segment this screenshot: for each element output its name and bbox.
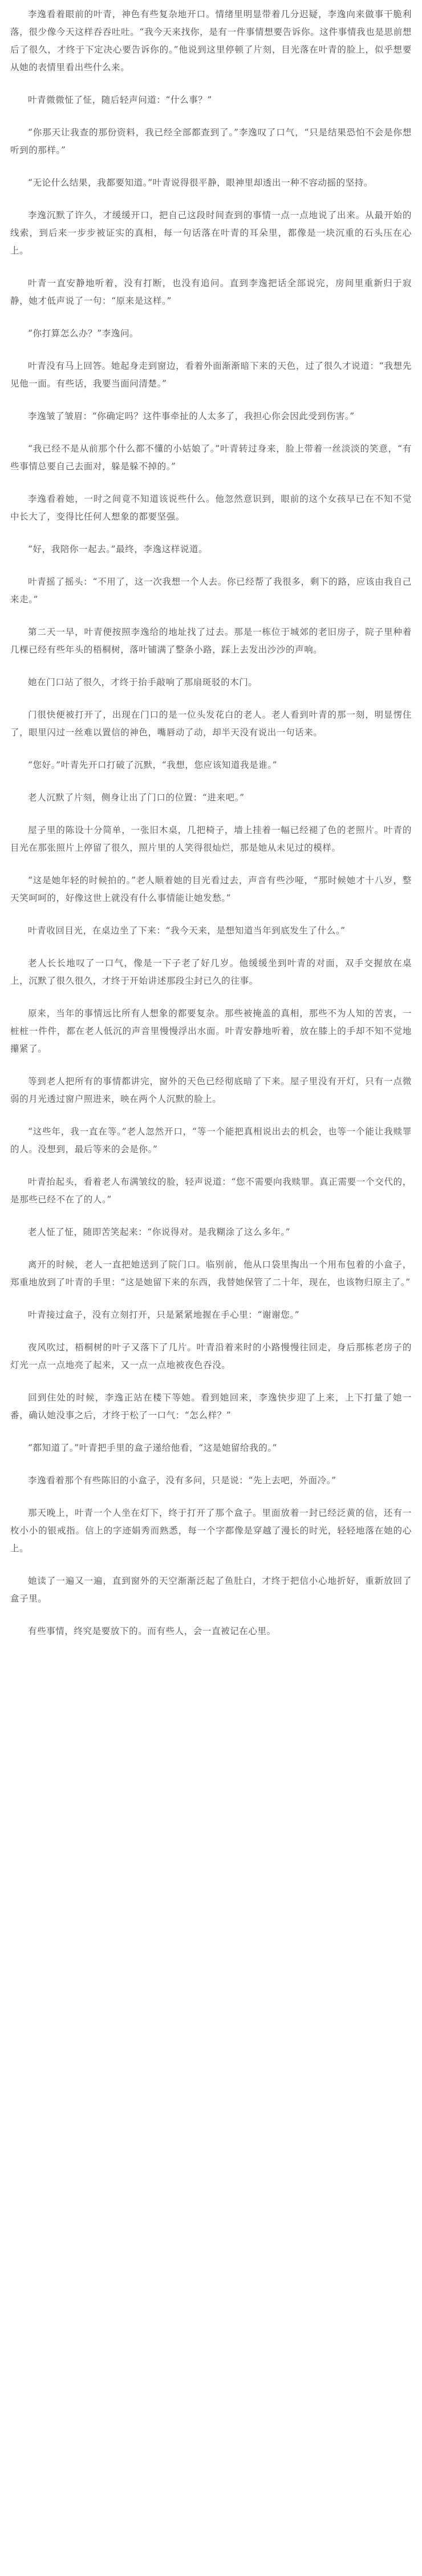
paragraph: 叶青抬起头，看着老人布满皱纹的脸，轻声说道：“您不需要向我赎罪。真正需要一个交代的，是那些已经不在了的人。”	[10, 1177, 412, 1205]
paragraph: 叶青一直安静地听着，没有打断，也没有追问。直到李逸把话全部说完，房间里重新归于寂静，她才低声说了一句：“原来是这样。”	[10, 278, 412, 306]
paragraph: 屋子里的陈设十分简单，一张旧木桌，几把椅子，墙上挂着一幅已经褪了色的老照片。叶青的目光在那张照片上停留了很久，照片里的人笑得很灿烂，那是她从未见过的模样。	[10, 825, 412, 853]
paragraph: “您好。”叶青先开口打破了沉默，“我想，您应该知道我是谁。”	[28, 760, 278, 770]
paragraph: 李逸看着那个有些陈旧的小盒子，没有多问，只是说：“先上去吧，外面冷。”	[28, 1475, 336, 1486]
paragraph: “这些年，我一直在等。”老人忽然开口，“等一个能把真相说出去的机会，也等一个能让我赎罪的人。没想到，最后等来的会是你。”	[10, 1126, 412, 1154]
paragraph: 叶青没有马上回答。她起身走到窗边，看着外面渐渐暗下来的天色，过了很久才说道：“我想先见他一面。有些话，我要当面问清楚。”	[10, 361, 412, 389]
paragraph: 叶青收回目光，在桌边坐了下来：“我今天来，是想知道当年到底发生了什么。”	[28, 925, 346, 936]
paragraph: 老人长长地叹了一口气，像是一下子老了好几岁。他缓缓坐到叶青的对面，双手交握放在桌上，沉默了很久很久，才终于开始讲述那段尘封已久的往事。	[10, 958, 412, 986]
paragraph: 她读了一遍又一遍，直到窗外的天空渐渐泛起了鱼肚白，才终于把信小心地折好，重新放回了盒子里。	[10, 1576, 412, 1604]
paragraph: 老人怔了怔，随即苦笑起来：“你说得对。是我糊涂了这么多年。”	[28, 1227, 291, 1237]
paragraph: “你那天让我查的那份资料，我已经全部都查到了。”李逸叹了口气，“只是结果恐怕不会是你想听到的那样。”	[10, 127, 412, 155]
paragraph: “我已经不是从前那个什么都不懂的小姑娘了。”叶青转过身来，脸上带着一丝淡淡的笑意，“有些事情总要自己去面对，躲是躲不掉的。”	[10, 444, 412, 472]
paragraph: 李逸皱了皱眉：“你确定吗？这件事牵扯的人太多了，我担心你会因此受到伤害。”	[28, 411, 355, 421]
paragraph: 门很快便被打开了，出现在门口的是一位头发花白的老人。老人看到叶青的那一刻，明显愣住了，眼里闪过一丝难以置信的神色，嘴唇动了动，却半天没有说出一句话来。	[10, 710, 412, 738]
paragraph: 那天晚上，叶青一个人坐在灯下，终于打开了那个盒子。里面放着一封已经泛黄的信，还有一枚小小的银戒指。信上的字迹娟秀而熟悉，每一个字都像是穿越了漫长的时光，轻轻地落在她的心上。	[10, 1508, 412, 1553]
paragraph: “好，我陪你一起去。”最终，李逸这样说道。	[28, 544, 208, 554]
paragraph: 回到住处的时候，李逸正站在楼下等她。看到她回来，李逸快步迎了上来，上下打量了她一番，确认她没事之后，才终于松了一口气：“怎么样？”	[10, 1392, 412, 1420]
paragraph: 李逸看着她，一时之间竟不知道该说些什么。他忽然意识到，眼前的这个女孩早已在不知不觉中长大了，变得比任何人想象的都要坚强。	[10, 494, 412, 522]
paragraph: 叶青接过盒子，没有立刻打开，只是紧紧地握在手心里：“谢谢您。”	[28, 1310, 300, 1320]
paragraph: “你打算怎么办？”李逸问。	[28, 328, 139, 339]
paragraph: 离开的时候，老人一直把她送到了院门口。临别前，他从口袋里掏出一个用布包着的小盒子，郑重地放到了叶青的手里：“这是她留下来的东西，我替她保管了二十年，现在，也该物归原主了。”	[10, 1259, 412, 1287]
paragraph: 夜风吹过，梧桐树的叶子又落下了几片。叶青沿着来时的小路慢慢往回走，身后那栋老房子的灯光一点一点地亮了起来，又一点一点地被夜色吞没。	[10, 1342, 412, 1370]
paragraph: 她在门口站了很久，才终于抬手敲响了那扇斑驳的木门。	[28, 677, 258, 687]
paragraph: 有些事情，终究是要放下的。而有些人，会一直被记在心里。	[28, 1626, 276, 1636]
paragraph: 老人沉默了片刻，侧身让出了门口的位置：“进来吧。”	[28, 792, 245, 803]
paragraph: 叶青摇了摇头：“不用了，这一次我想一个人去。你已经帮了我很多，剩下的路，应该由我自己来走。”	[10, 577, 412, 605]
paragraph: “这是她年轻的时候拍的。”老人顺着她的目光看过去，声音有些沙哑，“那时候她才十八岁，整天笑呵呵的，好像这世上就没有什么事情能让她发愁。”	[10, 875, 412, 903]
paragraph: “无论什么结果，我都要知道。”叶青说得很平静，眼神里却透出一种不容动摇的坚持。	[28, 178, 374, 188]
paragraph: 等到老人把所有的事情都讲完，窗外的天色已经彻底暗了下来。屋子里没有开灯，只有一点微弱的月光透过窗户照进来，映在两个人沉默的脸上。	[10, 1076, 412, 1104]
paragraph: 叶青微微怔了怔，随后轻声问道：“什么事？”	[28, 95, 212, 105]
paragraph: “都知道了。”叶青把手里的盒子递给他看，“这是她留给我的。”	[28, 1443, 278, 1453]
paragraph: 原来，当年的事情远比所有人想象的都要复杂。那些被掩盖的真相，那些不为人知的苦衷，一桩桩一件件，都在老人低沉的声音里慢慢浮出水面。叶青安静地听着，放在膝上的手却不知不觉地攥紧了。	[10, 1008, 412, 1054]
paragraph: 李逸看着眼前的叶青，神色有些复杂地开口。情绪里明显带着几分迟疑，李逸向来做事干脆利落，很少像今天这样吞吞吐吐。“我今天来找你，是有一件事情想要告诉你。这件事情我也是思前想后了很久，才终于下定决心要告诉你的。”他说到这里停顿了片刻，目光落在叶青的脸上，似乎想要从她的表情里看出些什么来。	[10, 9, 412, 73]
paragraph: 李逸沉默了许久，才缓缓开口，把自己这段时间查到的事情一点一点地说了出来。从最开始的线索，到后来一步步被证实的真相，每一句话落在叶青的耳朵里，都像是一块沉重的石头压在心上。	[10, 210, 412, 256]
paragraph: 第二天一早，叶青便按照李逸给的地址找了过去。那是一栋位于城郊的老旧房子，院子里种着几棵已经有些年头的梧桐树，落叶铺满了整条小路，踩上去发出沙沙的声响。	[10, 627, 412, 655]
